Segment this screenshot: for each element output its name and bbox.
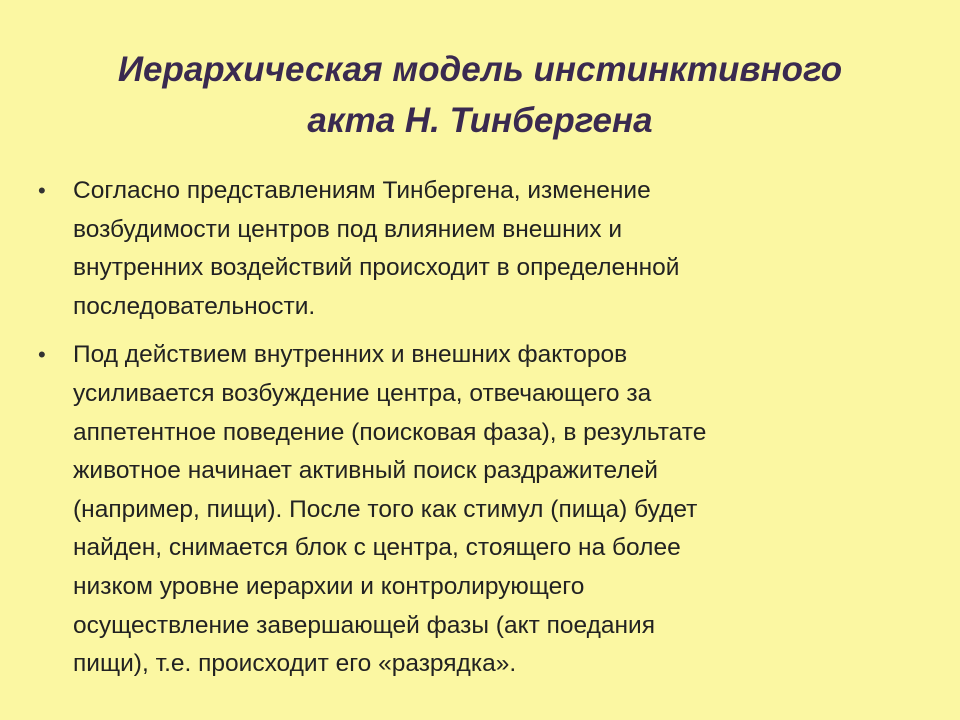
bullet-2-line-1: Под действием внутренних и внешних факторов	[73, 341, 628, 369]
slide-title-line-1: Иерархическая модель инстинктивного	[117, 50, 843, 89]
bullet-dot-icon: •	[38, 178, 46, 203]
bullet-dot-icon: •	[38, 342, 46, 368]
bullet-2-line-2: усиливается возбуждение центра, отвечающего за	[73, 379, 652, 407]
bullet-2-line-5: (например, пищи). После того как стимул (пища) будет	[73, 495, 698, 523]
bullet-list	[34, 172, 926, 694]
bullet-1-line-4: последовательности.	[73, 292, 316, 320]
bullet-item-1	[34, 172, 926, 326]
slide-title-line-2: акта Н. Тинбергена	[307, 101, 653, 140]
bullet-2-line-6: найден, снимается блок с центра, стоящего на более	[73, 534, 681, 562]
bullet-2-line-7: низком уровне иерархии и контролирующего	[73, 572, 585, 600]
bullet-2-line-9: пищи), т.е. происходит его «разрядка».	[73, 650, 517, 678]
bullet-2-line-3: аппетентное поведение (поисковая фаза), в результате	[73, 418, 707, 446]
bullet-1-line-2: возбудимости центров под влиянием внешних и	[73, 215, 623, 243]
bullet-1-line-1: Согласно представлениям Тинбергена, изменение	[73, 177, 651, 204]
slide-title	[40, 44, 920, 146]
bullet-item-2	[34, 336, 926, 683]
bullet-2-line-8: осуществление завершающей фазы (акт поедания	[73, 611, 655, 639]
bullet-1-line-3: внутренних воздействий происходит в определенной	[73, 254, 680, 282]
bullet-2-line-4: животное начинает активный поиск раздражителей	[73, 457, 658, 485]
